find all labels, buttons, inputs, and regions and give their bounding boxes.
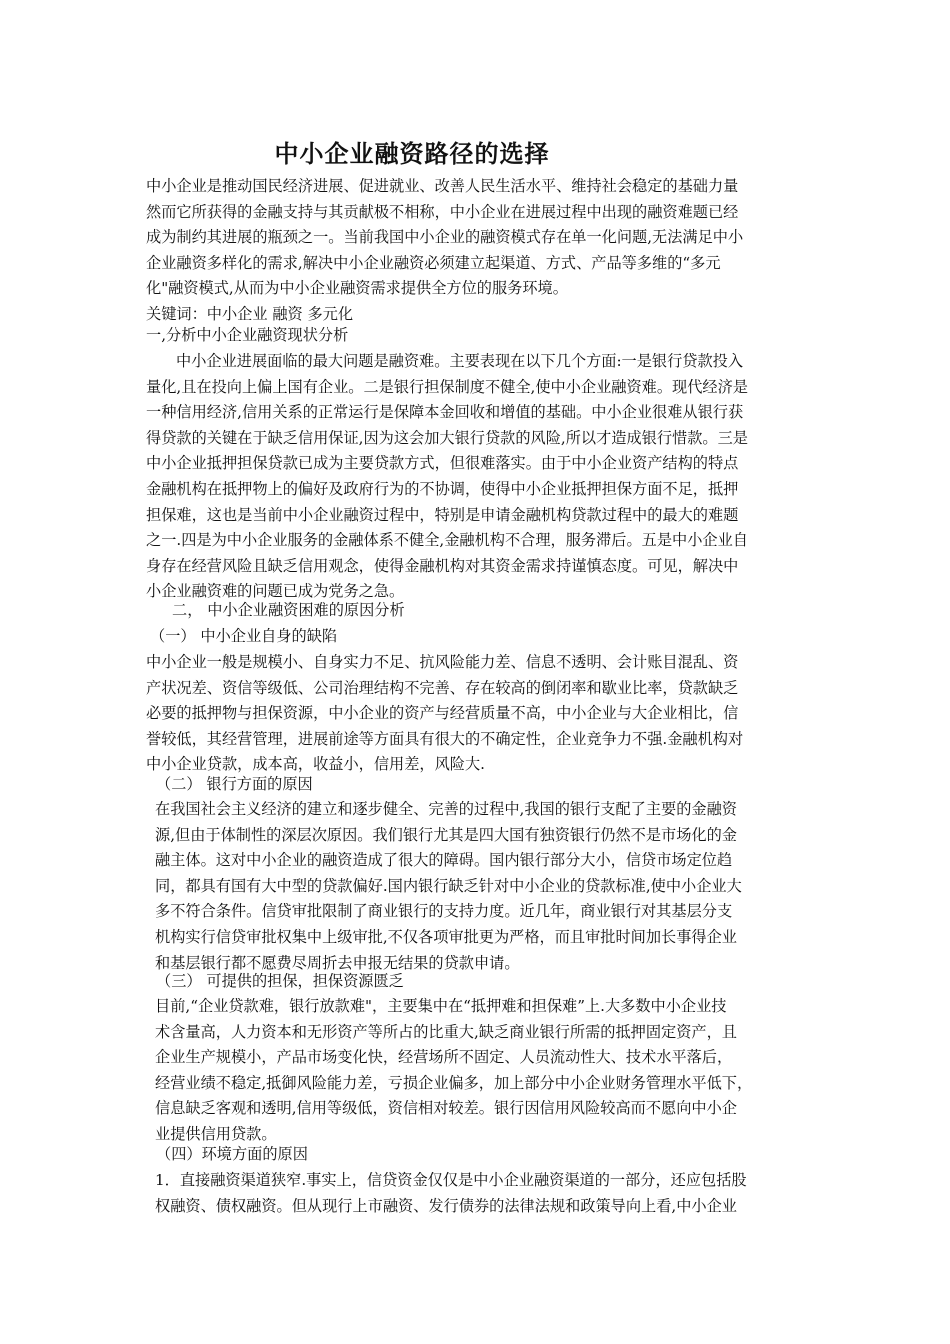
- text-line: 金融机构在抵押物上的偏好及政府行为的不协调，使得中小企业抵押担保方面不足，抵押: [146, 479, 739, 498]
- text-line: 中小企业进展面临的最大问题是融资难。主要表现在以下几个方面:一是银行贷款投入: [176, 352, 744, 370]
- text-line: 中小企业是推动国民经济进展、促进就业、改善人民生活水平、维持社会稳定的基础力量: [146, 177, 739, 195]
- section-1-paragraph: [146, 349, 748, 605]
- subsection-1-heading: [150, 624, 337, 650]
- subsection-1-paragraph: [146, 650, 743, 778]
- subsection-3-heading: [156, 969, 404, 995]
- text-line: 中小企业贷款，成本高，收益小，信用差，风险大.: [146, 755, 485, 774]
- text-line: 化"融资模式,从而为中小企业融资需求提供全方位的服务环境。: [146, 279, 568, 298]
- text-line: 在我国社会主义经济的建立和逐步健全、完善的过程中,我国的银行支配了主要的金融资: [155, 800, 737, 818]
- text-line: 权融资、债权融资。但从现行上市融资、发行债券的法律法规和政策导向上看,中小企业: [155, 1196, 737, 1215]
- subsection-3-paragraph: [155, 994, 752, 1148]
- text-line: 同，都具有国有大中型的贷款偏好.国内银行缺乏针对中小企业的贷款标准,使中小企业大: [155, 876, 742, 895]
- abstract-paragraph: [146, 174, 743, 302]
- text-line: 目前,“企业贷款难，银行放款难"，主要集中在“抵押难和担保难”上.大多数中小企业技: [155, 997, 727, 1015]
- text-line: 企业融资多样化的需求,解决中小企业融资必须建立起渠道、方式、产品等多维的“多元: [146, 253, 721, 272]
- text-line: 融主体。这对中小企业的融资造成了很大的障碍。国内银行部分大小，信贷市场定位趋: [155, 851, 733, 870]
- text-line: 经营业绩不稳定,抵御风险能力差，亏损企业偏多，加上部分中小企业财务管理水平低下，: [155, 1073, 753, 1092]
- keywords-text: 关键词：中小企业 融资 多元化: [146, 305, 354, 323]
- heading-text: （一） 中小企业自身的缺陷: [150, 627, 338, 645]
- heading-text: （二） 银行方面的原因: [156, 775, 313, 793]
- text-line: 必要的抵押物与担保资源，中小企业的资产与经营质量不高，中小企业与大企业相比，信: [146, 704, 739, 723]
- subsection-2-heading: [156, 772, 313, 798]
- text-line: 中小企业一般是规模小、自身实力不足、抗风险能力差、信息不透明、会计账目混乱、资: [146, 653, 739, 671]
- subsection-4-heading: [156, 1142, 308, 1168]
- heading-text: （四）环境方面的原因: [156, 1145, 308, 1163]
- text-line: 企业生产规模小，产品市场变化快，经营场所不固定、人员流动性大、技术水平落后，: [155, 1048, 733, 1067]
- text-line: 中小企业抵押担保贷款已成为主要贷款方式，但很难落实。由于中小企业资产结构的特点: [146, 454, 739, 473]
- text-line: 得贷款的关键在于缺乏信用保证,因为这会加大银行贷款的风险,所以才造成银行惜款。三是: [146, 428, 748, 447]
- text-line: 小企业融资难的问题已成为党务之急。: [146, 582, 405, 601]
- text-line: 机构实行信贷审批权集中上级审批,不仅各项审批更为严格，而且审批时间加长事得企业: [155, 927, 737, 946]
- text-line: 业提供信用贷款。: [155, 1124, 277, 1143]
- section-1-heading: [146, 323, 348, 349]
- document-title: 中小企业融资路径的选择: [274, 140, 550, 168]
- subsection-2-paragraph: [155, 797, 742, 976]
- text-line: 源,但由于体制性的深层次原因。我们银行尤其是四大国有独资银行仍然不是市场化的金: [155, 825, 737, 844]
- text-line: 担保难，这也是当前中小企业融资过程中，特别是申请金融机构贷款过程中的最大的难题: [146, 505, 739, 524]
- heading-text: 二， 中小企业融资困难的原因分析: [172, 601, 405, 619]
- heading-text: （三） 可提供的担保，担保资源匮乏: [156, 972, 404, 990]
- text-line: 成为制约其进展的瓶颈之一。当前我国中小企业的融资模式存在单一化问题,无法满足中小: [146, 228, 744, 247]
- text-line: 量化,且在投向上偏上国有企业。二是银行担保制度不健全,使中小企业融资难。现代经济是: [146, 377, 748, 396]
- section-2-heading: [172, 598, 405, 624]
- text-line: 然而它所获得的金融支持与其贡献极不相称，中小企业在进展过程中出现的融资难题已经: [146, 202, 739, 221]
- text-line: 之一.四是为中小企业服务的金融体系不健全,金融机构不合理，服务滞后。五是中小企业自: [146, 531, 748, 550]
- text-line: 信息缺乏客观和透明,信用等级低，资信相对较差。银行因信用风险较高而不愿向中小企: [155, 1099, 737, 1118]
- text-line: 术含量高，人力资本和无形资产等所占的比重大,缺乏商业银行所需的抵押固定资产，且: [155, 1022, 737, 1041]
- text-line: 一种信用经济,信用关系的正常运行是保障本金回收和增值的基础。中小企业很难从银行获: [146, 403, 744, 422]
- text-line: 产状况差、资信等级低、公司治理结构不完善、存在较高的倒闭率和歇业比率，贷款缺乏: [146, 678, 739, 697]
- text-line: 多不符合条件。信贷审批限制了商业银行的支持力度。近几年，商业银行对其基层分支: [155, 902, 733, 921]
- text-line: 身存在经营风险且缺乏信用观念，使得金融机构对其资金需求持谨慎态度。可见，解决中: [146, 556, 739, 575]
- heading-text: 一,分析中小企业融资现状分析: [146, 326, 349, 344]
- text-line: 和基层银行都不愿费尽周折去申报无结果的贷款申请。: [155, 953, 520, 972]
- subsection-4-paragraph: [155, 1168, 747, 1219]
- text-line: 1．直接融资渠道狭窄.事实上，信贷资金仅仅是中小企业融资渠道的一部分，还应包括股: [155, 1171, 747, 1189]
- text-line: 誉较低，其经营管理，进展前途等方面具有很大的不确定性，企业竞争力不强.金融机构对: [146, 729, 744, 748]
